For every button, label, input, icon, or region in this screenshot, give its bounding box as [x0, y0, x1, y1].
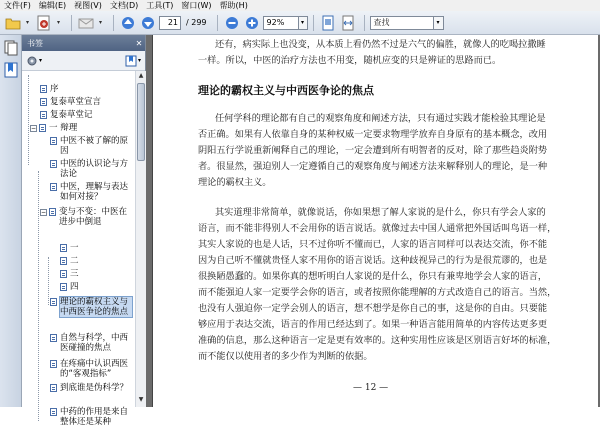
bookmark-tree	[22, 71, 135, 427]
menu-view[interactable]: 视图(V)	[74, 1, 102, 10]
page-total: / 299	[186, 18, 207, 27]
tree-connector	[28, 75, 29, 165]
scroll-down-icon[interactable]: ▼	[138, 396, 144, 403]
zoom-in-button[interactable]	[243, 14, 261, 32]
collapse-toggle[interactable]: −	[41, 209, 47, 216]
bookmark-label: 一 辩理	[49, 123, 78, 133]
pages-icon	[4, 40, 18, 56]
paragraph-line: 还有，病实际上也没变，从本质上看仍然不过是六气的偏胜，就像人的吃喝拉撒睡	[215, 39, 546, 50]
page-number-input[interactable]: 21	[159, 16, 181, 30]
paragraph-line: 一样。所以，中医的治疗方法也不用变，随机应变的只是辨证的思路而已。	[198, 55, 502, 66]
bookmark-item[interactable]	[50, 383, 132, 393]
page-number-footer: — 12 —	[353, 383, 389, 393]
menu-edit[interactable]: 编辑(E)	[38, 1, 67, 10]
bookmark-page-icon	[60, 257, 67, 265]
arrow-up-icon	[121, 16, 135, 30]
paragraph-line: 而不能仅以使用者的多少作为判断的依据。	[198, 351, 373, 362]
scrollbar-thumb[interactable]	[137, 83, 145, 161]
paragraph-line: 也没有人强迫你一定学会别人的语言，想不想学是你自己的事，这是你的自由。只要能	[198, 303, 548, 314]
search-input[interactable]: 查找	[370, 16, 434, 30]
bookmark-item-selected[interactable]	[50, 297, 132, 317]
bookmark-label: 中医，理解与表达如何对接？	[60, 182, 129, 202]
create-pdf-dropdown[interactable]: ▾	[56, 19, 60, 26]
bookmark-page-icon	[50, 183, 57, 191]
paragraph-line: 很换陋愚蠢的。如果你真的想听明白人家说的是什么，你只有兼卑地学会人家的语言，	[198, 271, 548, 282]
open-folder-button[interactable]	[4, 14, 22, 32]
bookmark-label: 中医不被了解的原因	[60, 136, 129, 156]
paragraph-line: 而不能强迫人家一定要学会你的语言，或者按照你能理解的方式改造自己的语言。当然，	[198, 287, 557, 298]
bookmark-label: 复泰草堂记	[50, 110, 93, 120]
open-dropdown[interactable]: ▾	[25, 19, 29, 26]
bookmarks-panel	[22, 35, 146, 427]
paragraph-line: 阴阳五行学说重新阐释自己的理论，一定会遭到所有明智者的反对，除了那些趋炎附势	[198, 145, 548, 156]
bookmarks-panel-title: 书签	[27, 38, 43, 48]
previous-page-button[interactable]	[119, 14, 137, 32]
bookmark-label: 序	[50, 84, 59, 94]
chevron-down-icon: ▾	[39, 57, 43, 64]
document-viewer[interactable]	[146, 35, 600, 407]
bookmark-item[interactable]	[40, 207, 134, 227]
bookmark-page-icon	[50, 408, 57, 416]
fit-width-icon	[341, 15, 355, 31]
bookmarks-panel-header	[22, 35, 145, 51]
bookmark-page-icon	[60, 283, 67, 291]
bookmark-page-icon	[50, 384, 57, 392]
bookmark-item[interactable]	[50, 333, 132, 353]
zoom-out-icon	[225, 16, 239, 30]
paragraph-line: 因为自己听不懂就贵怪人家不用你的语言说话。这种歧视异己的行为是很荒谬的，也是	[198, 255, 548, 266]
bookmark-label: 到底谁是伪科学？	[60, 383, 129, 393]
bookmark-item[interactable]	[40, 84, 59, 94]
menu-file[interactable]: 文件(F)	[4, 1, 31, 10]
bookmark-label: 复泰草堂宣言	[50, 97, 102, 107]
envelope-icon	[78, 16, 94, 30]
bookmark-item[interactable]	[50, 182, 132, 202]
folder-icon	[5, 16, 21, 30]
arrow-down-icon	[141, 16, 155, 30]
bookmark-page-icon	[50, 334, 57, 342]
options-button[interactable]	[26, 55, 42, 67]
paragraph-line: 理论的霸权主义。	[198, 177, 272, 188]
menu-tools[interactable]: 工具(T)	[146, 1, 174, 10]
bookmark-label: 自然与科学，中西医碰撞的焦点	[60, 333, 129, 353]
bookmark-label: 在疼痛中认识西医的“客观指标”	[60, 359, 129, 379]
navigation-strip	[0, 35, 22, 407]
zoom-level-input[interactable]: 92%	[263, 16, 299, 30]
bookmark-page-icon	[50, 298, 57, 306]
new-bookmark-icon	[125, 55, 137, 67]
paragraph-line: 准确的信息，那么这种语言一定是更有效率的。这种实用性应该是区别语言好坏的标准，	[198, 335, 557, 346]
bookmark-page-icon	[49, 208, 56, 216]
tree-connector	[38, 171, 39, 421]
scroll-up-icon[interactable]: ▲	[138, 72, 144, 79]
bookmark-item[interactable]	[60, 282, 79, 292]
bookmark-label: 一	[70, 243, 79, 253]
bookmark-item[interactable]	[40, 97, 101, 107]
bookmark-icon	[4, 62, 18, 78]
bookmarks-scrollbar[interactable]	[135, 71, 146, 407]
bookmark-item[interactable]	[50, 136, 132, 156]
pages-panel-button[interactable]	[2, 39, 20, 57]
bookmark-item[interactable]	[60, 269, 79, 279]
paragraph-line: 者。很显然，强迫别人一定遵循自己的观察角度与阐述方法来解释别人的理论，是一种	[198, 161, 548, 172]
bookmark-page-icon	[39, 124, 46, 132]
toolbar-separator	[364, 15, 365, 31]
bookmark-item[interactable]	[40, 110, 93, 120]
new-bookmark-button[interactable]	[125, 55, 141, 67]
bookmark-label: 二	[70, 256, 79, 266]
next-page-button[interactable]	[139, 14, 157, 32]
fit-page-icon	[321, 15, 335, 31]
paragraph-line: 够应用于表达交流，语言的作用已经达到了。如果一种语言能用简单的内容传达更多更	[198, 319, 548, 330]
toolbar-separator	[217, 15, 218, 31]
bookmark-page-icon	[60, 244, 67, 252]
bookmark-item[interactable]	[60, 243, 79, 253]
create-pdf-icon	[36, 15, 52, 31]
menu-bar	[0, 0, 600, 11]
bookmark-label: 四	[70, 282, 79, 292]
email-button[interactable]	[77, 14, 95, 32]
bookmarks-toolbar	[22, 51, 145, 71]
bookmark-page-icon	[50, 360, 57, 368]
bookmark-page-icon	[40, 111, 47, 119]
bookmarks-panel-button[interactable]	[2, 61, 20, 79]
menu-help[interactable]: 帮助(H)	[219, 1, 248, 10]
section-heading: 理论的霸权主义与中西医争论的焦点	[198, 84, 374, 97]
collapse-toggle[interactable]: −	[31, 125, 37, 132]
toolbar-separator	[113, 15, 114, 31]
toolbar-separator	[313, 15, 314, 31]
pdf-page	[152, 35, 598, 407]
bookmark-label: 理论的霸权主义与中西医争论的焦点	[60, 297, 132, 317]
bookmark-item[interactable]	[30, 123, 77, 133]
paragraph-line: 其实道理非常简单，就像说话，你如果想了解人家说的是什么，你只有学会人家的	[215, 207, 546, 218]
bookmark-item[interactable]	[50, 407, 132, 427]
search-dropdown-arrow[interactable]: ▾	[434, 16, 444, 30]
paragraph-line: 任何学科的理论都有自己的观察角度和阐述方法，只有通过实践才能检验其理论是	[215, 113, 546, 124]
zoom-in-icon	[245, 16, 259, 30]
chevron-down-icon: ▾	[137, 57, 141, 64]
fit-page-button[interactable]	[319, 14, 337, 32]
create-pdf-button[interactable]	[35, 14, 53, 32]
zoom-out-button[interactable]	[223, 14, 241, 32]
bookmark-page-icon	[50, 160, 57, 168]
paragraph-line: 语言，而不能非得别人不会用你的语言说话。就像过去中国人通常把外国话叫鸟语一样，	[198, 223, 557, 234]
toolbar-separator	[71, 15, 72, 31]
bookmark-label: 中药的作用是来自整体还是某种	[60, 407, 129, 427]
bookmark-page-icon	[40, 85, 47, 93]
bookmark-label: 中医的认识论与方法论	[60, 159, 129, 179]
fit-width-button[interactable]	[339, 14, 357, 32]
bookmark-label: 三	[70, 269, 79, 279]
tree-connector	[48, 257, 49, 305]
menu-document[interactable]: 文档(D)	[109, 1, 139, 10]
gear-icon	[26, 55, 38, 67]
zoom-dropdown-arrow[interactable]: ▾	[299, 16, 308, 30]
bookmark-page-icon	[50, 137, 57, 145]
bookmark-label: 变与不变：中医在进步中倒退	[59, 207, 128, 227]
paragraph-line: 其实人家说的也是人话，只不过你听不懂而已，人家的语言同样可以表达交流，你不能	[198, 239, 548, 250]
bookmark-page-icon	[60, 270, 67, 278]
bookmark-item[interactable]	[50, 359, 132, 379]
bookmark-item[interactable]	[60, 256, 79, 266]
bookmark-page-icon	[40, 98, 47, 106]
paragraph-line: 否正确。如果有人依靠自身的某种权威一定要求物理学放弃自身原有的基本概念，改用	[198, 129, 548, 140]
bookmark-item[interactable]	[50, 159, 132, 179]
email-dropdown[interactable]: ▾	[98, 19, 102, 26]
toolbar	[0, 11, 600, 35]
menu-window[interactable]: 窗口(W)	[181, 1, 212, 10]
close-icon[interactable]: ✕	[135, 38, 143, 48]
